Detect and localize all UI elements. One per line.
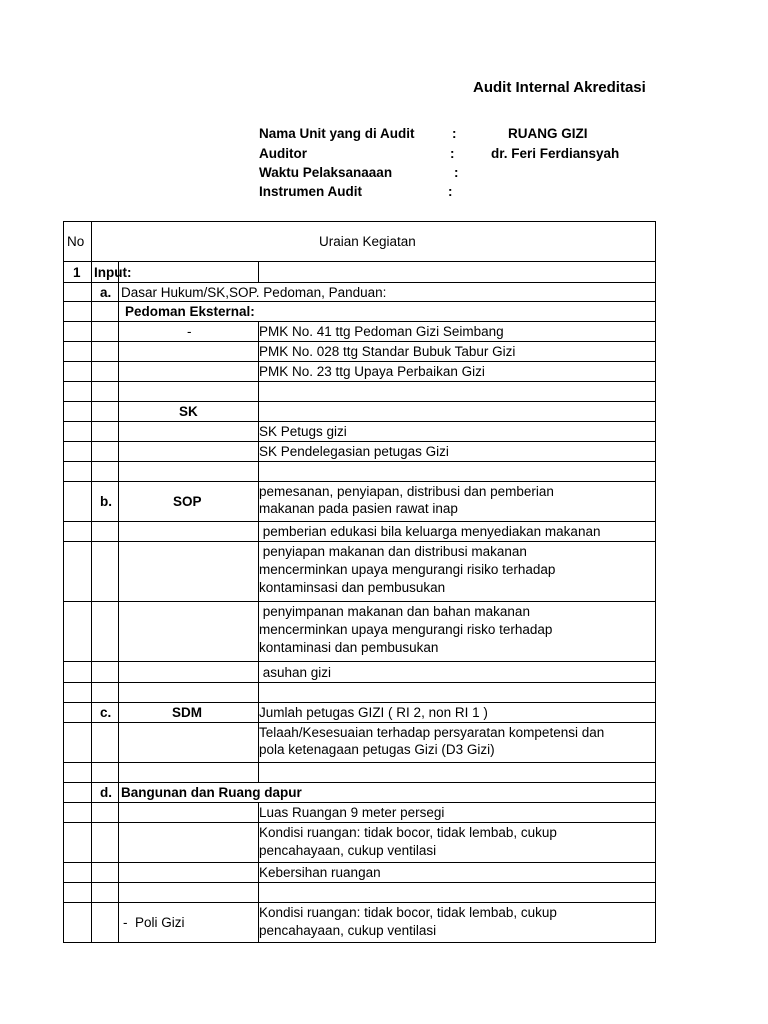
row-text: Jumlah petugas GIZI ( RI 2, non RI 1 ) — [259, 705, 488, 720]
row-dash: - — [187, 324, 192, 339]
row-subheading: Dasar Hukum/SK,SOP. Pedoman, Panduan: — [121, 285, 387, 300]
row-text: penyiapan makanan dan distribusi makanan — [259, 544, 527, 559]
row-letter: d. — [100, 785, 112, 800]
row-subheading: Pedoman Eksternal: — [125, 304, 255, 319]
column-header-no: No — [67, 234, 85, 249]
row-text: Kebersihan ruangan — [259, 865, 381, 880]
header-colon: : — [450, 146, 455, 161]
section-label-input: Input: — [94, 265, 132, 280]
column-header-uraian: Uraian Kegiatan — [319, 234, 416, 249]
row-text: pencahayaan, cukup ventilasi — [259, 843, 437, 858]
row-text: Kondisi ruangan: tidak bocor, tidak lembab, cukup — [259, 825, 557, 840]
row-letter: a. — [100, 285, 112, 300]
row-text: makanan pada pasien rawat inap — [259, 501, 458, 516]
row-text: kontaminsasi dan pembusukan — [259, 580, 446, 595]
row-text: PMK No. 028 ttg Standar Bubuk Tabur Gizi — [259, 344, 516, 359]
row-text: Kondisi ruangan: tidak bocor, tidak lembab, cukup — [259, 905, 557, 920]
row-text: PMK No. 41 ttg Pedoman Gizi Seimbang — [259, 324, 504, 339]
row-text: pemberian edukasi bila keluarga menyediakan makanan — [259, 524, 601, 539]
header-value-auditor: dr. Feri Ferdiansyah — [491, 146, 620, 161]
header-value-unit: RUANG GIZI — [508, 126, 588, 141]
row-subheading: SOP — [173, 494, 202, 509]
header-colon: : — [448, 184, 453, 199]
row-text: SK Petugs gizi — [259, 424, 347, 439]
row-subheading: Bangunan dan Ruang dapur — [121, 785, 302, 800]
row-text: penyimpanan makanan dan bahan makanan — [259, 604, 530, 619]
row-subheading: - Poli Gizi — [123, 915, 185, 930]
row-letter: c. — [100, 705, 112, 720]
row-text: Luas Ruangan 9 meter persegi — [259, 805, 445, 820]
row-text: Telaah/Kesesuaian terhadap persyaratan kompetensi dan — [259, 725, 605, 740]
header-colon: : — [454, 165, 459, 180]
row-subheading: SK — [179, 404, 198, 419]
row-text: SK Pendelegasian petugas Gizi — [259, 444, 449, 459]
document-title: Audit Internal Akreditasi — [473, 79, 646, 96]
row-text: pola ketenagaan petugas Gizi (D3 Gizi) — [259, 742, 495, 757]
row-text: kontaminasi dan pembusukan — [259, 640, 439, 655]
row-text: pencahayaan, cukup ventilasi — [259, 923, 437, 938]
header-colon: : — [452, 126, 457, 141]
row-text: mencerminkan upaya mengurangi risko terhadap — [259, 622, 553, 637]
row-text: mencerminkan upaya mengurangi risiko terhadap — [259, 562, 556, 577]
row-text: pemesanan, penyiapan, distribusi dan pemberian — [259, 484, 554, 499]
header-label-unit: Nama Unit yang di Audit — [259, 126, 415, 141]
header-label-auditor: Auditor — [259, 146, 307, 161]
row-letter: b. — [100, 494, 112, 509]
header-label-instrumen: Instrumen Audit — [259, 184, 362, 199]
row-text: asuhan gizi — [259, 665, 332, 680]
row-number: 1 — [73, 265, 81, 280]
row-subheading: SDM — [172, 705, 202, 720]
header-label-waktu: Waktu Pelaksanaaan — [259, 165, 393, 180]
row-text: PMK No. 23 ttg Upaya Perbaikan Gizi — [259, 364, 485, 379]
